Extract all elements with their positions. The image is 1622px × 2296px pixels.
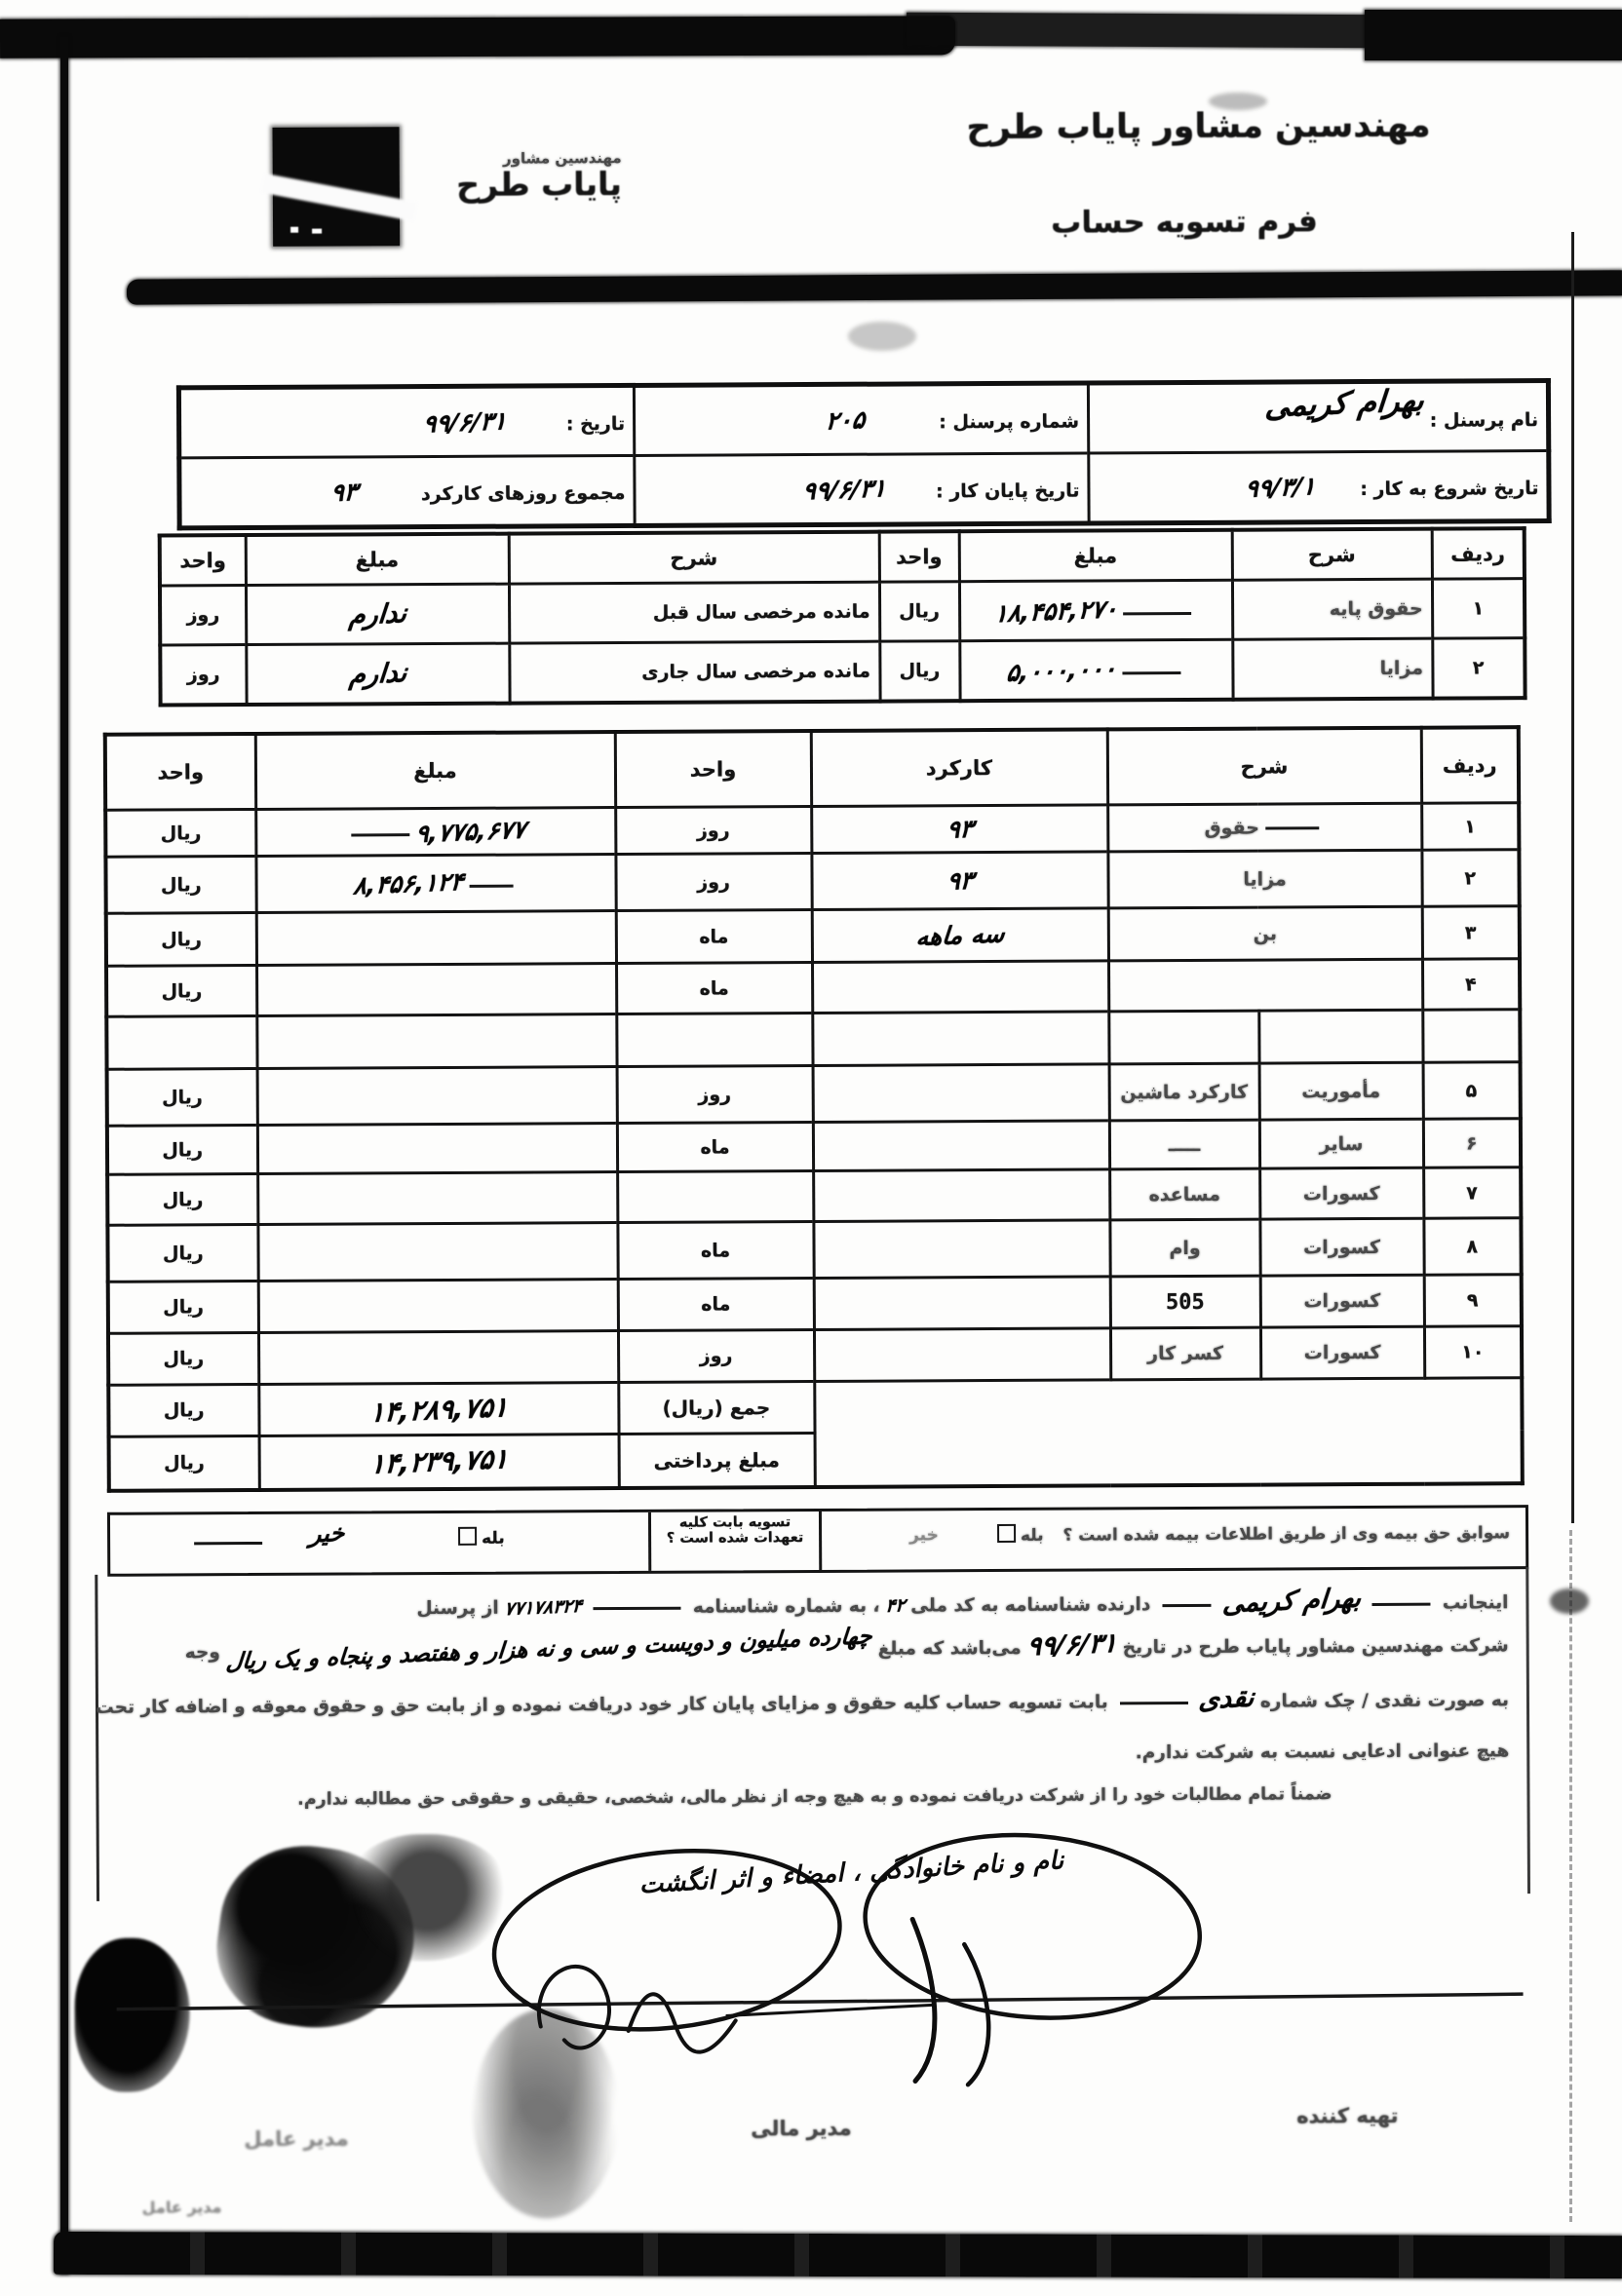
name-label: نام پرسنل : xyxy=(1429,409,1539,432)
table-row xyxy=(105,850,1519,914)
row-amount xyxy=(257,1067,617,1126)
cell-name xyxy=(1088,381,1548,453)
row-num: ۱ xyxy=(1421,803,1519,851)
start-date-label: تاریخ شروع به کار : xyxy=(1360,477,1539,500)
declaration-line-2: شرکت مهندسین مشاور پایاب طرح در تاریخ ۹۹/۶/۳۱ می‌باشد که مبلغ چهارده میلیون و دویست و سی و نه هزار و هفتصد و پنجاه و یک ریال وجه xyxy=(184,1624,1509,1675)
yes-label: بله xyxy=(453,1527,505,1549)
row-num: ۳ xyxy=(1422,906,1520,960)
signature-line xyxy=(117,1994,1524,2009)
ceo-label: مدیر عامل xyxy=(244,2126,349,2152)
row-cat: کسورات xyxy=(1260,1275,1424,1327)
empty-cell xyxy=(256,1014,616,1069)
col-desc: شرح xyxy=(1107,728,1421,805)
paid-row xyxy=(109,1430,1523,1491)
row-sub: مساعده xyxy=(1109,1168,1259,1220)
end-date-value: ۹۹/۶/۳۱ xyxy=(801,473,888,506)
row-amount: ۸,۴۵۶,۱۲۴ xyxy=(255,855,615,913)
table-row xyxy=(106,906,1520,967)
end-date-label: تاریخ پایان کار : xyxy=(936,479,1080,502)
date-label: تاریخ : xyxy=(565,412,626,435)
logo-brush-stroke-icon xyxy=(260,173,417,221)
signature-caption: نام و نام خانوادگی ، امضاء و اثر انگشت xyxy=(637,1846,1065,1900)
yes-label: بله xyxy=(1020,1525,1044,1546)
strike-mark xyxy=(351,833,409,836)
leave-balance-table xyxy=(158,526,1527,707)
row-sub: کارکرد ماشین xyxy=(1109,1063,1259,1121)
cell-start-date xyxy=(1089,451,1549,523)
col-desc2: شرح xyxy=(509,532,879,584)
row-unit2: ریال xyxy=(107,1224,257,1282)
row-num: ۸ xyxy=(1423,1218,1521,1276)
col-unit2: واحد xyxy=(105,734,255,810)
strike-mark xyxy=(469,885,513,888)
table-row xyxy=(178,381,1548,458)
form-company-title: مهندسین مشاور پایاب طرح xyxy=(966,105,1431,148)
empty-cell xyxy=(616,1013,812,1066)
date-value: ۹۹/۶/۳۱ xyxy=(422,405,508,439)
settlement-date-handwritten: ۹۹/۶/۳۱ xyxy=(1025,1627,1119,1663)
signature-scribble xyxy=(539,1967,610,2048)
empty-cell xyxy=(106,1015,256,1069)
row-desc: مزایا xyxy=(1107,850,1421,908)
row-unit2: روز xyxy=(160,645,246,706)
total-row xyxy=(108,1378,1522,1437)
empty-cell xyxy=(1422,1010,1520,1063)
empty-cell xyxy=(812,1012,1108,1066)
row-desc2: مانده مرخصی سال جاری xyxy=(509,641,879,703)
col-num: ردیف xyxy=(1421,727,1519,803)
col-num: ردیف xyxy=(1432,528,1525,579)
col-amount: مبلغ xyxy=(255,732,615,809)
row-work xyxy=(814,1277,1110,1330)
company-logo xyxy=(273,127,401,247)
row-cat: کسورات xyxy=(1259,1218,1423,1276)
personnel-no-label: شماره پرسنل : xyxy=(939,410,1080,433)
finance-manager-label: مدیر مالی xyxy=(751,2116,852,2141)
row-unit: ماه xyxy=(617,1122,813,1171)
row-num: ۴ xyxy=(1422,959,1520,1011)
empty-cell xyxy=(1108,1011,1258,1064)
row-desc2: مانده مرخصی سال قبل xyxy=(509,582,879,643)
insurance-question-strip xyxy=(107,1505,1528,1577)
row-amount xyxy=(258,1280,618,1333)
row-work: ۹۳ xyxy=(811,805,1107,854)
row-num: ۷ xyxy=(1423,1167,1521,1219)
row-work xyxy=(813,1169,1109,1222)
payment-method-handwritten: نقدی xyxy=(1198,1682,1256,1715)
row-unit2: ریال xyxy=(105,809,255,857)
row-unit: ماه xyxy=(616,909,812,963)
total-unit: ریال xyxy=(108,1384,258,1436)
row-amount xyxy=(257,1223,617,1282)
logo-dot-icon xyxy=(290,227,298,233)
total-days-label: مجموع روزهای کارکرد xyxy=(420,481,626,505)
row-unit: ریال xyxy=(879,582,959,641)
paid-amount: ۱۴,۲۳۹,۷۵۱ xyxy=(259,1435,619,1490)
row-unit2: روز xyxy=(160,586,246,645)
id-number-handwritten: ۴۲ xyxy=(884,1595,907,1617)
declaration-line-5: ضمناً تمام مطالبات خود را از شرکت دریافت نموده و به هیچ وجه از نظر مالی، شخصی، حقیقی و حقوقی حق مطالبه ندارم. xyxy=(297,1784,1332,1810)
commitments-question-box: تسویه بابت کلیه تعهدات شده است ؟ xyxy=(648,1512,822,1571)
strike-mark xyxy=(1265,826,1319,829)
logo-dot-icon xyxy=(312,229,322,234)
row-amount: ۹,۷۷۵,۶۷۷ xyxy=(255,808,615,857)
row-amount xyxy=(257,1172,617,1225)
row-unit: ماه xyxy=(616,962,812,1014)
table-row xyxy=(108,1326,1522,1386)
row-unit: ریال xyxy=(879,641,959,702)
insurance-question-right: سوابق حق بیمه وی از طریق اطلاعات بیمه شده است ؟ بله xyxy=(992,1521,1510,1546)
row-amount: ۱۸,۴۵۴,۲۷۰ xyxy=(959,580,1232,640)
merged-empty-cell xyxy=(814,1378,1522,1434)
row-unit: روز xyxy=(615,806,811,854)
row-num: ۲ xyxy=(1432,638,1525,699)
row-amount: ۵,۰۰۰,۰۰۰ xyxy=(959,639,1232,701)
cell-end-date xyxy=(635,453,1089,525)
strike-mark xyxy=(1372,1602,1431,1605)
paid-unit: ریال xyxy=(109,1435,259,1490)
empty-cell xyxy=(1258,1010,1422,1063)
declaration-line-1: اینجانب بهرام کریمی دارنده شناسنامه به کد ملی ۴۲ ، به شماره شناسنامه ۷۷۱۷۸۳۲۴ از پرسنل xyxy=(416,1583,1509,1621)
strike-mark xyxy=(194,1542,262,1545)
certificate-number-handwritten: ۷۷۱۷۸۳۲۴ xyxy=(503,1595,583,1621)
table-row xyxy=(107,1218,1521,1282)
row-unit xyxy=(617,1170,813,1222)
cell-date xyxy=(178,385,634,457)
declaration-line-4: هیچ عنوانی ادعایی نسبت به شرکت ندارم. xyxy=(1135,1741,1510,1764)
row-unit2: ریال xyxy=(107,1173,257,1225)
row-work xyxy=(813,1220,1109,1279)
table-row xyxy=(160,638,1525,706)
row-num: ۲ xyxy=(1421,850,1519,907)
row-num: ۹ xyxy=(1424,1275,1522,1327)
row-amount xyxy=(258,1331,618,1385)
row-work: سه ماهه xyxy=(812,908,1108,963)
row-unit: ماه xyxy=(617,1221,813,1279)
row-work xyxy=(814,1328,1110,1382)
row-cat: کسورات xyxy=(1260,1326,1424,1379)
declaration-line-3: به صورت نقدی / چک شماره نقدی بابت تسویه حساب کلیه حقوق و مزایای پایان کار خود دریافت نموده و از بابت حق و حقوق معوقه و اضافه کار تحت xyxy=(96,1682,1510,1718)
col-unit2: واحد xyxy=(160,535,246,586)
signature-tail xyxy=(964,1944,988,2085)
no-handwritten: خیر xyxy=(308,1518,346,1549)
row-unit2: ریال xyxy=(108,1332,258,1385)
row-unit2: ریال xyxy=(105,856,255,913)
row-cat: سایر xyxy=(1259,1119,1423,1168)
logo-wordmark-line1: مهندسین مشاور xyxy=(502,149,622,168)
row-num: ۶ xyxy=(1423,1119,1521,1168)
cell-total-days xyxy=(179,455,635,527)
row-amount xyxy=(256,911,616,966)
merged-empty-cell xyxy=(815,1430,1523,1487)
logo-wordmark xyxy=(412,149,622,204)
table-spacer-row xyxy=(106,1010,1520,1070)
row-num: ۱۰ xyxy=(1424,1326,1522,1379)
table-header-row xyxy=(160,528,1525,586)
row-unit: روز xyxy=(618,1329,814,1382)
row-sub: وام xyxy=(1109,1219,1259,1277)
personnel-info-table xyxy=(176,378,1552,530)
row-sub: ـــــ xyxy=(1109,1120,1259,1169)
col-unit: واحد xyxy=(879,531,959,582)
row-amount xyxy=(257,1124,617,1174)
table-header-row xyxy=(105,727,1519,810)
ceo-label-ghost: مدیر عامل xyxy=(141,2198,222,2217)
row-work xyxy=(812,961,1108,1014)
total-days-value: ۹۳ xyxy=(328,477,359,507)
start-date-value: ۹۹/۳/۱ xyxy=(1244,471,1317,503)
col-desc: شرح xyxy=(1232,529,1432,581)
strike-mark xyxy=(1120,1701,1188,1703)
row-unit2: ریال xyxy=(106,912,256,966)
row-amount xyxy=(256,964,616,1016)
table-row xyxy=(107,1119,1521,1175)
no-label: خیر xyxy=(909,1525,939,1546)
name-value-handwritten: بهرام کریمی xyxy=(1263,382,1426,425)
strike-mark xyxy=(594,1606,681,1609)
col-unit: واحد xyxy=(615,731,811,808)
table-row xyxy=(179,451,1549,528)
cell-personnel-no xyxy=(634,383,1088,455)
row-desc: حقوق پایه xyxy=(1232,579,1432,639)
row-cat: مأموریت xyxy=(1259,1062,1423,1120)
amount-in-words-handwritten: چهارده میلیون و دویست و سی و نه هزار و هفتصد و پنجاه و یک ریال xyxy=(224,1624,873,1675)
row-unit2: ریال xyxy=(108,1281,258,1333)
strike-mark xyxy=(1123,611,1191,614)
row-num: ۵ xyxy=(1423,1062,1521,1120)
row-unit: روز xyxy=(617,1065,813,1123)
total-amount: ۱۴,۲۸۹,۷۵۱ xyxy=(258,1383,618,1436)
work-detail-table xyxy=(103,725,1525,1492)
row-unit2: ریال xyxy=(107,1068,257,1126)
table-row xyxy=(105,803,1519,858)
row-unit: روز xyxy=(615,853,811,910)
col-amount2: مبلغ xyxy=(246,534,509,586)
row-work xyxy=(813,1121,1109,1171)
row-unit2: ریال xyxy=(106,965,256,1016)
row-sub: کسر کار xyxy=(1110,1327,1260,1380)
table-row xyxy=(108,1275,1522,1334)
row-desc: مزایا xyxy=(1232,638,1432,700)
row-cat: کسورات xyxy=(1259,1167,1423,1219)
total-label: جمع (ریال) xyxy=(618,1381,814,1434)
declarant-name-handwritten: بهرام کریمی xyxy=(1220,1583,1363,1620)
row-sub: 505 xyxy=(1110,1276,1260,1328)
row-unit: ماه xyxy=(618,1278,814,1330)
table-row xyxy=(107,1062,1521,1127)
row-work: ۹۳ xyxy=(811,852,1107,910)
row-desc: بن xyxy=(1108,906,1422,961)
table-row xyxy=(106,959,1520,1017)
strike-mark xyxy=(1122,671,1180,674)
personnel-no-value: ۲۰۵ xyxy=(824,404,867,436)
row-num: ۱ xyxy=(1432,579,1525,638)
checkbox-icon xyxy=(458,1527,477,1546)
row-desc: حقوق xyxy=(1107,803,1421,852)
col-work: کارکرد xyxy=(811,729,1107,806)
form-title: فرم تسویه حساب xyxy=(1051,204,1318,241)
row-desc xyxy=(1108,959,1422,1012)
row-work xyxy=(813,1064,1109,1123)
checkbox-icon xyxy=(997,1524,1016,1543)
table-row xyxy=(160,579,1525,645)
strike-mark xyxy=(1162,1603,1211,1606)
row-amount2: ندارم xyxy=(246,643,509,705)
row-amount2: ندارم xyxy=(246,584,509,644)
col-amount: مبلغ xyxy=(959,530,1232,582)
signature-area xyxy=(82,1826,1546,2136)
preparer-label: تهیه کننده xyxy=(1296,2103,1399,2128)
table-row xyxy=(107,1167,1521,1226)
paid-label: مبلغ پرداختی xyxy=(619,1433,815,1487)
logo-wordmark-line2: پایاب طرح xyxy=(456,165,622,204)
row-unit2: ریال xyxy=(107,1125,257,1174)
